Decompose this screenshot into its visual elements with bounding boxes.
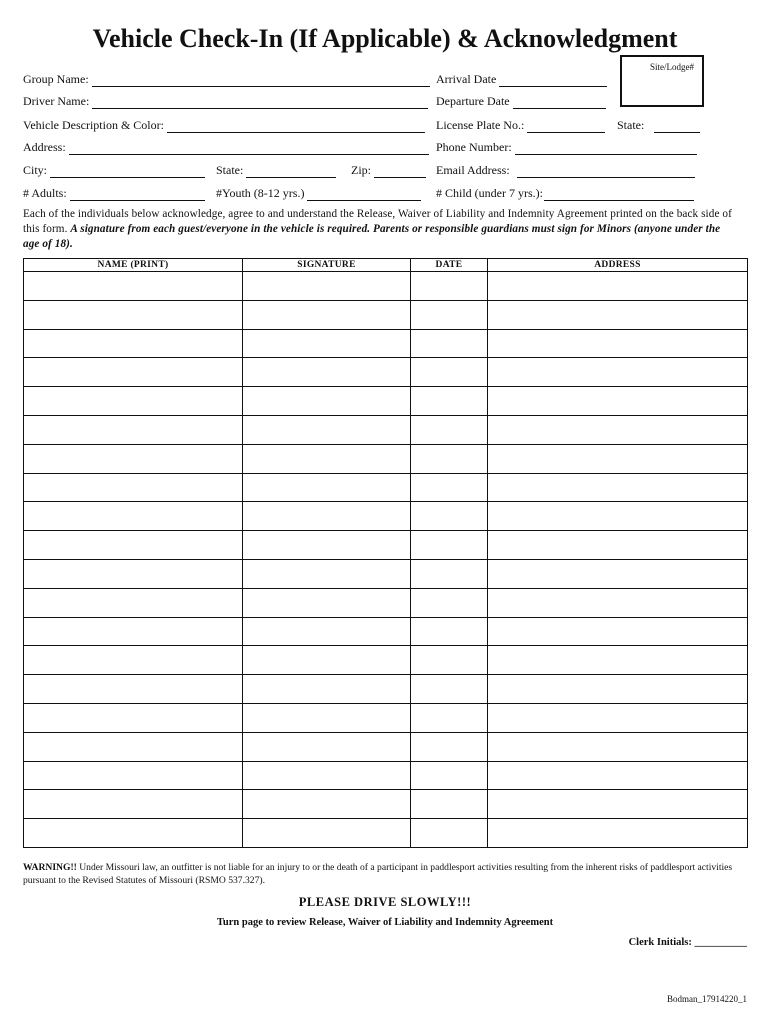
signature-cell[interactable] (243, 329, 411, 358)
clerk-initials[interactable]: Clerk Initials: __________ (628, 937, 747, 948)
city-label: City: (23, 163, 48, 177)
column-header-name: NAME (PRINT) (24, 259, 243, 272)
name-cell[interactable] (24, 646, 243, 675)
column-header-signature: SIGNATURE (243, 259, 411, 272)
city-field (23, 163, 205, 178)
column-header-date: DATE (411, 259, 488, 272)
table-row (24, 358, 748, 387)
name-cell[interactable] (24, 819, 243, 848)
address-cell[interactable] (488, 387, 748, 416)
state-input[interactable] (246, 165, 336, 178)
address-cell[interactable] (488, 444, 748, 473)
table-row (24, 732, 748, 761)
youth-label: #Youth (8-12 yrs.) (216, 186, 305, 200)
date-cell[interactable] (411, 559, 488, 588)
email-field (436, 163, 695, 178)
guest-signature-table (23, 258, 748, 848)
signature-cell[interactable] (243, 358, 411, 387)
vehicle-description-field (23, 118, 425, 133)
table-row (24, 559, 748, 588)
name-cell[interactable] (24, 300, 243, 329)
address-label: Address: (23, 140, 66, 154)
name-cell[interactable] (24, 358, 243, 387)
table-row (24, 790, 748, 819)
signature-cell[interactable] (243, 300, 411, 329)
warning-label: WARNING!! (23, 862, 77, 873)
acknowledgment-emphasis: A signature from each guest/everyone in the vehicle is required. Parents or responsible guardians must sign for Minors (anyone under the age of 18). (23, 223, 721, 250)
name-cell[interactable] (24, 444, 243, 473)
address-cell[interactable] (488, 531, 748, 560)
signature-cell[interactable] (243, 531, 411, 560)
table-row (24, 272, 748, 301)
date-cell[interactable] (411, 300, 488, 329)
address-cell[interactable] (488, 790, 748, 819)
signature-cell[interactable] (243, 761, 411, 790)
table-row (24, 502, 748, 531)
signature-cell[interactable] (243, 646, 411, 675)
table-row (24, 531, 748, 560)
name-cell[interactable] (24, 502, 243, 531)
arrival-date-field (436, 72, 607, 87)
child-field (436, 186, 694, 201)
youth-field (216, 186, 421, 201)
turn-page-notice: Turn page to review Release, Waiver of Liability and Indemnity Agreement (216, 917, 554, 928)
date-cell[interactable] (411, 732, 488, 761)
table-row (24, 415, 748, 444)
address-cell[interactable] (488, 646, 748, 675)
table-row (24, 646, 748, 675)
group-name-label: Group Name: (23, 72, 89, 86)
date-cell[interactable] (411, 415, 488, 444)
signature-cell[interactable] (243, 444, 411, 473)
date-cell[interactable] (411, 272, 488, 301)
signature-cell[interactable] (243, 790, 411, 819)
name-cell[interactable] (24, 617, 243, 646)
address-cell[interactable] (488, 300, 748, 329)
plate-state-label: State: (617, 118, 645, 132)
date-cell[interactable] (411, 473, 488, 502)
name-cell[interactable] (24, 415, 243, 444)
license-plate-field (436, 118, 605, 133)
address-cell[interactable] (488, 473, 748, 502)
name-cell[interactable] (24, 761, 243, 790)
address-cell[interactable] (488, 703, 748, 732)
signature-cell[interactable] (243, 732, 411, 761)
driver-name-input[interactable] (92, 96, 428, 109)
acknowledgment-paragraph (23, 207, 735, 252)
driver-name-label: Driver Name: (23, 94, 90, 108)
license-plate-label: License Plate No.: (436, 118, 525, 132)
address-input[interactable] (69, 142, 429, 155)
vehicle-description-label: Vehicle Description & Color: (23, 118, 164, 132)
arrival-date-label: Arrival Date (436, 72, 497, 86)
signature-cell[interactable] (243, 387, 411, 416)
name-cell[interactable] (24, 675, 243, 704)
date-cell[interactable] (411, 531, 488, 560)
address-field (23, 140, 429, 155)
table-row (24, 444, 748, 473)
form-title: Vehicle Check-In (If Applicable) & Acknowledgment (92, 24, 678, 53)
youth-input[interactable] (307, 188, 421, 201)
date-cell[interactable] (411, 502, 488, 531)
address-cell[interactable] (488, 502, 748, 531)
date-cell[interactable] (411, 646, 488, 675)
name-cell[interactable] (24, 272, 243, 301)
name-cell[interactable] (24, 473, 243, 502)
date-cell[interactable] (411, 444, 488, 473)
adults-input[interactable] (70, 188, 205, 201)
table-header-row (24, 259, 748, 272)
name-cell[interactable] (24, 329, 243, 358)
date-cell[interactable] (411, 790, 488, 819)
zip-input[interactable] (374, 165, 426, 178)
drive-slowly-notice: PLEASE DRIVE SLOWLY!!! (298, 895, 472, 909)
name-cell[interactable] (24, 732, 243, 761)
signature-cell[interactable] (243, 473, 411, 502)
column-header-address: ADDRESS (488, 259, 748, 272)
phone-number-field (436, 140, 697, 155)
date-cell[interactable] (411, 617, 488, 646)
date-cell[interactable] (411, 387, 488, 416)
name-cell[interactable] (24, 531, 243, 560)
table-row (24, 329, 748, 358)
address-cell[interactable] (488, 415, 748, 444)
table-row (24, 300, 748, 329)
zip-label: Zip: (351, 163, 371, 177)
arrival-date-input[interactable] (499, 74, 607, 87)
departure-date-label: Departure Date (436, 94, 510, 108)
signature-cell[interactable] (243, 272, 411, 301)
phone-number-label: Phone Number: (436, 140, 512, 154)
name-cell[interactable] (24, 559, 243, 588)
signature-cell[interactable] (243, 617, 411, 646)
signature-cell[interactable] (243, 703, 411, 732)
adults-field (23, 186, 205, 201)
warning-notice (23, 861, 747, 887)
table-row (24, 819, 748, 848)
date-cell[interactable] (411, 819, 488, 848)
site-lodge-label: Site/Lodge# (650, 62, 694, 72)
name-cell[interactable] (24, 703, 243, 732)
table-row (24, 387, 748, 416)
signature-cell[interactable] (243, 559, 411, 588)
email-label: Email Address: (436, 163, 510, 177)
city-input[interactable] (50, 165, 205, 178)
table-row (24, 617, 748, 646)
state-field (216, 163, 336, 178)
child-input[interactable] (544, 188, 694, 201)
address-cell[interactable] (488, 588, 748, 617)
group-name-field (23, 72, 430, 87)
address-cell[interactable] (488, 819, 748, 848)
license-plate-input[interactable] (527, 120, 605, 133)
acknowledgment-text: Each of the individuals below acknowledge, agree to and understand the Release, Waiver of Liability and Indemnity Agreement printed on the back side of this form. (23, 208, 732, 235)
site-lodge-box[interactable] (620, 55, 704, 107)
plate-state-field (617, 118, 700, 133)
plate-state-input[interactable] (654, 120, 700, 133)
table-row (24, 703, 748, 732)
signature-cell[interactable] (243, 502, 411, 531)
departure-date-field (436, 94, 606, 109)
phone-number-input[interactable] (515, 142, 697, 155)
state-label: State: (216, 163, 244, 177)
departure-date-input[interactable] (513, 96, 606, 109)
document-code: Bodman_17914220_1 (667, 994, 747, 1004)
date-cell[interactable] (411, 761, 488, 790)
address-cell[interactable] (488, 617, 748, 646)
address-cell[interactable] (488, 732, 748, 761)
adults-label: # Adults: (23, 186, 67, 200)
date-cell[interactable] (411, 675, 488, 704)
name-cell[interactable] (24, 588, 243, 617)
child-label: # Child (under 7 yrs.): (436, 186, 543, 200)
address-cell[interactable] (488, 329, 748, 358)
address-cell[interactable] (488, 272, 748, 301)
vehicle-description-input[interactable] (167, 120, 425, 133)
name-cell[interactable] (24, 387, 243, 416)
date-cell[interactable] (411, 329, 488, 358)
name-cell[interactable] (24, 790, 243, 819)
signature-cell[interactable] (243, 675, 411, 704)
driver-name-field (23, 94, 428, 109)
group-name-input[interactable] (92, 74, 430, 87)
signature-cell[interactable] (243, 588, 411, 617)
table-row (24, 675, 748, 704)
date-cell[interactable] (411, 358, 488, 387)
date-cell[interactable] (411, 588, 488, 617)
table-row (24, 588, 748, 617)
signature-cell[interactable] (243, 819, 411, 848)
email-input[interactable] (517, 165, 695, 178)
address-cell[interactable] (488, 559, 748, 588)
warning-text: Under Missouri law, an outfitter is not liable for an injury to or the death of a participant in paddlesport activities resulting from the inherent risks of paddlesport activities pursuant to the Revised Statutes of Missouri (RSMO 537.327). (23, 862, 733, 886)
table-row (24, 473, 748, 502)
address-cell[interactable] (488, 358, 748, 387)
table-row (24, 761, 748, 790)
signature-cell[interactable] (243, 415, 411, 444)
address-cell[interactable] (488, 675, 748, 704)
date-cell[interactable] (411, 703, 488, 732)
address-cell[interactable] (488, 761, 748, 790)
zip-field (351, 163, 426, 178)
